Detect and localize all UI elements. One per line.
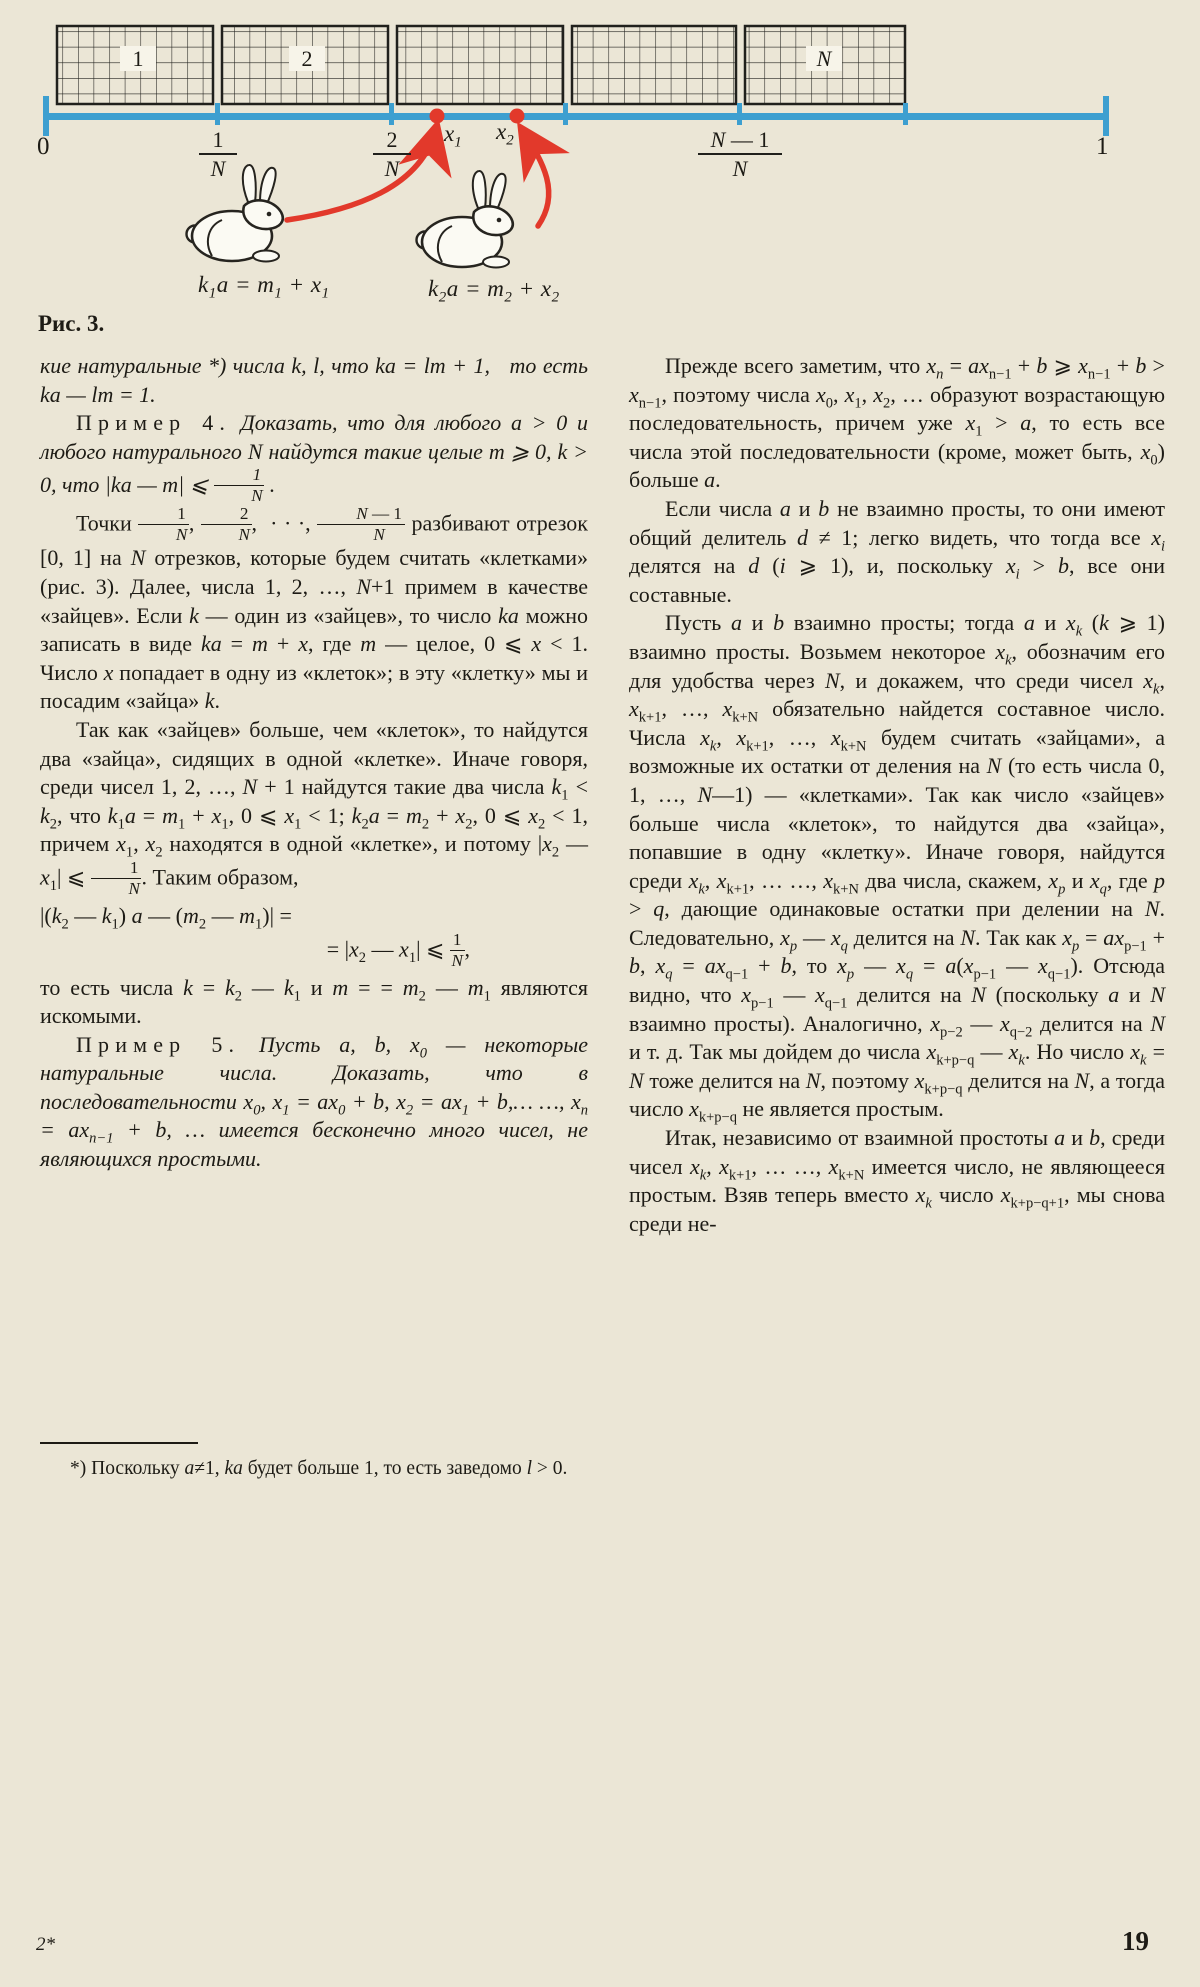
tick-2-over-N [389, 103, 394, 125]
tick-0 [43, 96, 49, 136]
figure-caption: Рис. 3. [38, 311, 105, 336]
block-label-1: 1 [120, 46, 156, 71]
display-equation-line2: = $|x_2$ — $x_1|$ ⩽ $\frac{1}{N}$ , [326, 929, 470, 970]
paragraph-solution-1: Точки $\frac{1}{N}$ , $\frac{2}{N}$ , · · ·, $\frac{N — 1}{N}$ разбивают отрезок [0, 1] на N отрезков, которые будем считать «клетками» (рис. 3). Далее, числа 1, 2, …, N+1 примем в качестве «зайцев». Если k — один из «зайцев», то число ka можно записать в виде ka = m + x, где m — целое, 0 ⩽ x < 1. Число x попадает в одну из «клеток»; в эту «клетку» мы и посадим «зайца» k. [40, 504, 589, 714]
tick-right-block [903, 103, 908, 125]
axis-label-x2: $x_2$ [496, 119, 514, 149]
paragraph-monotone: Прежде всего заметим, что $x_n = ax_{n-1} + b$ ⩾ $x_{n-1} + b > x_{n-1}$, поэтому числа $x_0$, $x_1$, $x_2$, … образуют возрастающую последовательность, причем уже $x_1 > a$, то есть все числа этой последовательности (кроме, может быть, $x_0$) больше a. [629, 353, 1166, 493]
paragraph-continuation: кие натуральные *) числа k, l, что ka = lm + 1, то есть ka — lm = 1. [40, 353, 588, 407]
tick-N-1-over-N [737, 103, 742, 125]
paragraph-not-coprime: Если числа a и b не взаимно просты, то они имеют общий делитель d ≠ 1; легко видеть, что тогда все $x_i$ делятся на d (i ⩾ 1), и, поскольку $x_i > b$, все они составные. [629, 495, 1166, 607]
arrow-to-x1-icon [287, 129, 436, 220]
tick-1-over-N [215, 103, 220, 125]
number-line-bar [45, 113, 1109, 120]
block-label-2: 2 [289, 46, 325, 71]
paragraph-solution-2: Так как «зайцев» больше, чем «клеток», то найдутся два «зайца», сидящих в одной «клетке». Иначе говоря, среди чисел 1, 2, …, N + 1 найдутся такие два числа $k_1 < k_2$, что $k_1a = m_1 + x_1$, 0 ⩽ $x_1 < 1$; $k_2a = m_2 + x_2$, 0 ⩽ $x_2 < 1$, причем $x_1$, $x_2$ находятся в одной «клетке», и потому $|x_2$ — $x_1|$ ⩽ $\frac{1}{N}$ . Таким образом, [40, 716, 588, 898]
rabbit-icon-2 [417, 171, 513, 268]
grid-block-3 [397, 26, 563, 104]
footnote [40, 1442, 588, 1482]
axis-label-0: 0 [37, 133, 50, 160]
page-number: 19 [1122, 1926, 1149, 1956]
axis-label-N-1-over-N: N — 1 N [698, 128, 782, 180]
paragraph-example-5: Пример 5. Пусть a, b, $x_0$ — некоторые натуральные числа. Доказать, что в последовательности $x_0$, $x_1 = ax_0 + b$, $x_2 = ax_1$ + b,… …, $x_n = ax_{n-1} + b$, … имеется бесконечно много чисел, не являющихся простыми. [40, 1031, 589, 1172]
footnote-rule [40, 1442, 198, 1444]
tick-3-over-N [563, 103, 568, 125]
axis-label-1-over-N: 1 N [199, 128, 237, 180]
arrow-to-x2-icon [523, 131, 549, 226]
axis-label-1: 1 [1096, 133, 1109, 160]
point-x1-dot [430, 109, 445, 124]
grid-blocks [57, 26, 905, 104]
block-label-N: N [806, 46, 842, 71]
paragraph-final: Итак, независимо от взаимной простоты a и b, среди чисел $x_k$, $x_{k+1}$, … …, $x_{k+N}$ имеется число, не являющееся простым. Взяв теперь вместо $x_k$ число $x_{k+p-q+1}$, мы снова среди не- [629, 1125, 1166, 1236]
axis-label-x1: $x_1$ [444, 121, 462, 151]
paragraph-example-4: Пример 4. Доказать, что для любого a > 0 и любого натурального N найдутся такие целые m ⩾ 0, k > 0, что |ka — m| ⩽ $\frac{1}{N}$ . [40, 410, 589, 506]
paragraph-conclusion: то есть числа $k = k_2$ — $k_1$ и m = = $m_2$ — $m_1$ являются искомыми. [40, 974, 588, 1029]
tick-1 [1103, 96, 1109, 136]
right-column [629, 352, 1165, 1238]
footnote-text: *) Поскольку a≠1, ka будет больше 1, то есть заведомо l > 0. [70, 1458, 568, 1479]
display-equation-line1: $|(k_2$ — $k_1$) a — ($m_2$ — $m_1)|$ = [40, 902, 292, 933]
left-column [40, 352, 588, 1174]
axis-label-2-over-N: 2 N [373, 128, 411, 180]
figure-graphic [0, 0, 1200, 340]
print-signature: 2* [36, 1934, 55, 1955]
paragraph-coprime-case: Пусть a и b взаимно просты; тогда a и $x_k$ (k ⩾ 1) взаимно просты. Возьмем некоторое $x_k$, обозначим его для удобства через N, и докажем, что среди чисел $x_k$, $x_{k+1}$, …, $x_{k+N}$ обязательно найдется составное число. Числа $x_k$, $x_{k+1}$, …, $x_{k+N}$ будем считать «зайцами», а возможные их остатки от деления на N (то есть числа 0, 1, …, N—1) — «клетками». Так как число «зайцев» больше числа «клеток», то найдутся два «зайца», попавшие в одну «клетку». Иначе говоря, найдутся среди $x_k$, $x_{k+1}$, … …, $x_{k+N}$ два числа, скажем, $x_p$ и $x_q$, где p > q, дающие одинаковые остатки при делении на N. Следовательно, $x_p$ — $x_q$ делится на N. Так как $x_p = ax_{p-1} + b$, $x_q = ax_{q-1} + b$, то $x_p$ — $x_q = a(x_{p-1}$ — $x_{q-1}$). Отсюда видно, что $x_{p-1}$ — $x_{q-1}$ делится на N (поскольку a и N взаимно просты). Аналогично, $x_{p-2}$ — $x_{q-2}$ делится на N и т. д. Так мы дойдем до числа $x_{k+p-q}$ — $x_k$. Но число $x_k = N$ тоже делится на N, поэтому $x_{k+p-q}$ делится на N, а тогда число $x_{k+p-q}$ не является простым. [629, 610, 1166, 1126]
rabbit1-formula: $k_1a = m_1 + x_1$ [198, 272, 330, 302]
rabbit2-formula: $k_2a = m_2 + x_2$ [428, 276, 560, 306]
figure-3 [0, 0, 1200, 340]
grid-block-4 [572, 26, 736, 104]
